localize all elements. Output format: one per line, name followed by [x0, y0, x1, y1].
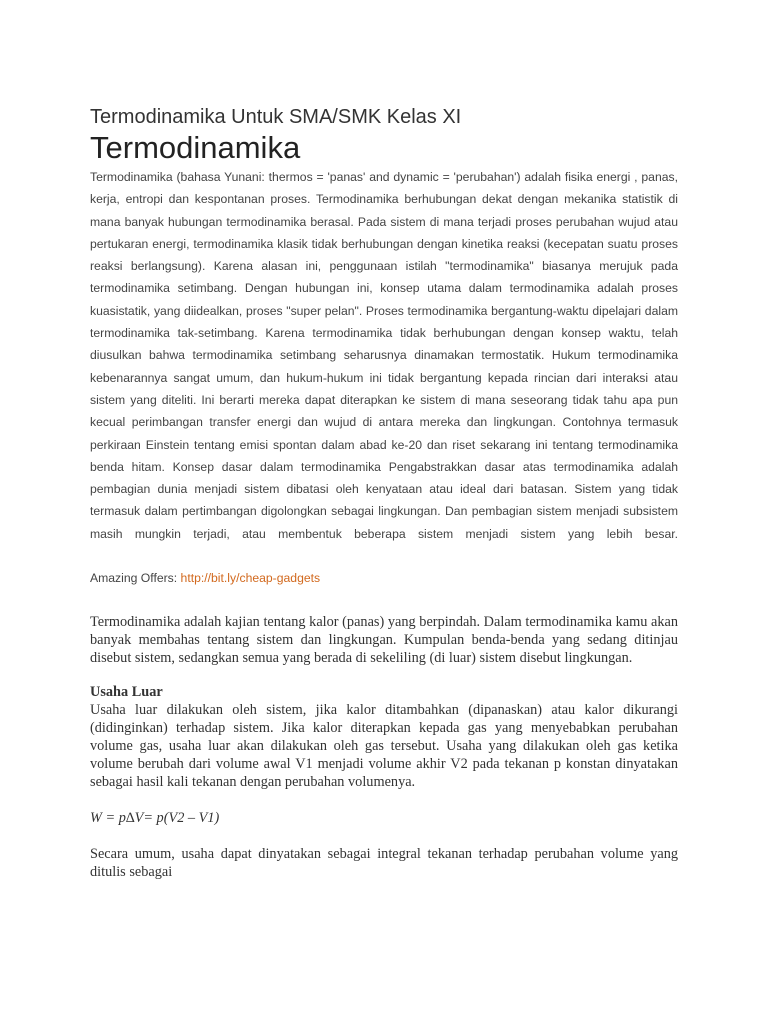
- usaha-luar-paragraph: Usaha luar dilakukan oleh sistem, jika kalor ditambahkan (dipanaskan) atau kalor dikurangi (didinginkan) terhadap sistem. Jika kalor diterapkan kepada gas yang menyebabkan perubahan volume gas, usaha luar akan dilakukan oleh gas tersebut. Usaha yang dilakukan oleh gas ketika volume berubah dari volume awal V1 menjadi volume akhir V2 pada tekanan p konstan dinyatakan sebagai hasil kali tekanan dengan perubahan volumenya.: [90, 702, 678, 791]
- usaha-luar-heading: Usaha Luar: [90, 684, 163, 701]
- offers-link[interactable]: http://bit.ly/cheap-gadgets: [180, 571, 321, 586]
- intro-paragraph: Termodinamika (bahasa Yunani: thermos = 'panas' and dynamic = 'perubahan') adalah fisika energi , panas, kerja, entropi dan kespontanan proses. Termodinamika berhubungan dekat dengan mekanika statistik di mana banyak hubungan termodinamika berasal. Pada sistem di mana terjadi proses perubahan wujud atau pertukaran energi, termodinamika klasik tidak berhubungan dengan kinetika reaksi (kecepatan suatu proses reaksi berlangsung). Karena alasan ini, penggunaan istilah "termodinamika" biasanya merujuk pada termodinamika setimbang. Dengan hubungan ini, konsep utama dalam termodinamika adalah proses kuasistatik, yang diidealkan, proses "super pelan". Proses termodinamika bergantung-waktu dipelajari dalam termodinamika tak-setimbang. Karena termodinamika tidak berhubungan dengan konsep waktu, telah diusulkan bahwa termodinamika setimbang seharusnya dinamakan termostatik. Hukum termodinamika kebenarannya sangat umum, dan hukum-hukum ini tidak bergantung kepada rincian dari interaksi atau sistem yang diteliti. Ini berarti mereka dapat diterapkan ke sistem di mana seseorang tidak tahu apa pun kecual perimbangan transfer energi dan wujud di antara mereka dan lingkungan. Contohnya termasuk perkiraan Einstein tentang emisi spontan dalam abad ke-20 dan riset sekarang ini tentang termodinamika benda hitam. Konsep dasar dalam termodinamika Pengabstrakkan dasar atas termodinamika adalah pembagian dunia menjadi sistem dibatasi oleh kenyataan atau ideal dari batasan. Sistem yang tidak termasuk dalam pertimbangan digolongkan sebagai lingkungan. Dan pembagian sistem menjadi subsistem masih mungkin terjadi, atau membentuk beberapa sistem menjadi sistem yang lebih besar.: [90, 170, 678, 541]
- page-title: Termodinamika: [90, 130, 301, 165]
- document-content: [90, 104, 678, 881]
- page-subtitle: Termodinamika Untuk SMA/SMK Kelas XI: [90, 106, 462, 128]
- offers-label: Amazing Offers:: [90, 571, 181, 586]
- work-formula: W = p∆V= p(V2 – V1): [90, 810, 220, 827]
- kajian-paragraph: Termodinamika adalah kajian tentang kalor (panas) yang berpindah. Dalam termodinamika kamu akan banyak membahas tentang sistem dan lingkungan. Kumpulan benda-benda yang sedang ditinjau disebut sistem, sedangkan semua yang berada di sekeliling (di luar) sistem disebut lingkungan.: [90, 614, 678, 667]
- offers-line: [90, 569, 678, 587]
- integral-paragraph: Secara umum, usaha dapat dinyatakan sebagai integral tekanan terhadap perubahan volume yang ditulis sebagai: [90, 846, 678, 881]
